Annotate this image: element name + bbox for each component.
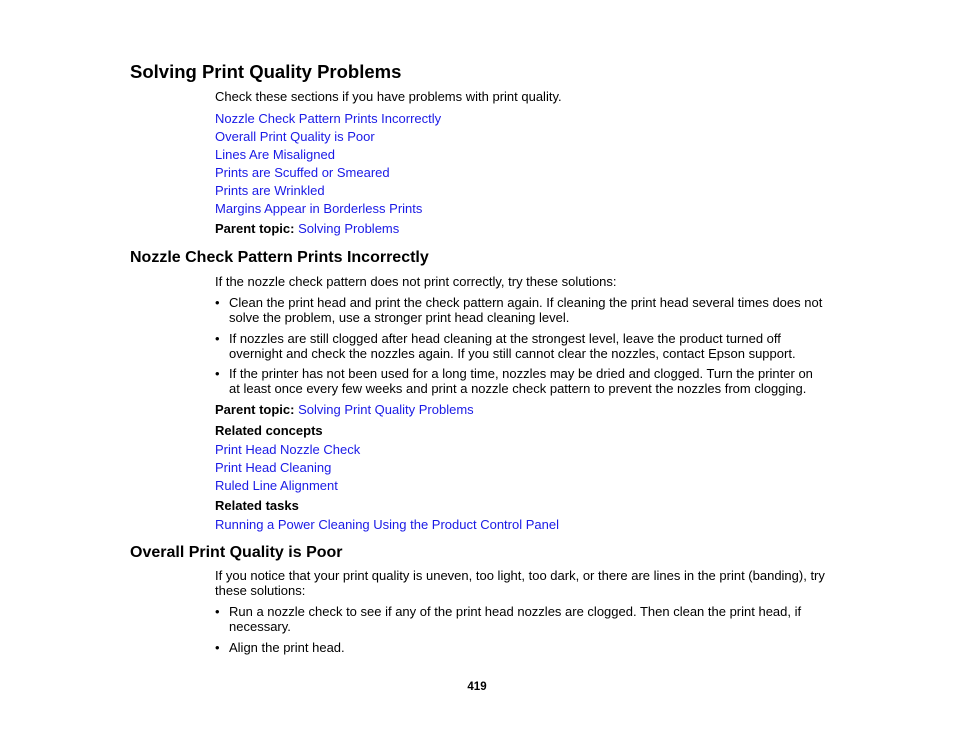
list-item bbox=[215, 604, 825, 634]
link-print-head-cleaning[interactable]: Print Head Cleaning bbox=[215, 460, 332, 475]
bullet-text: If nozzles are still clogged after head cleaning at the strongest level, leave the product turned off overnight and check the nozzles again. If you still cannot clear the nozzles, contact Epson support. bbox=[229, 331, 796, 361]
link-margins-borderless[interactable]: Margins Appear in Borderless Prints bbox=[215, 201, 423, 216]
section2-parent-topic bbox=[215, 402, 474, 417]
list-item bbox=[215, 366, 825, 396]
bullet-text: Clean the print head and print the check pattern again. If cleaning the print head several times does not solve the problem, use a stronger print head cleaning level. bbox=[229, 295, 823, 325]
link-prints-scuffed[interactable]: Prints are Scuffed or Smeared bbox=[215, 165, 390, 180]
link-nozzle-check-pattern[interactable]: Nozzle Check Pattern Prints Incorrectly bbox=[215, 111, 442, 126]
link-ruled-line-alignment[interactable]: Ruled Line Alignment bbox=[215, 478, 338, 493]
section-title-overall-quality: Overall Print Quality is Poor bbox=[130, 544, 343, 561]
section2-intro: If the nozzle check pattern does not print correctly, try these solutions: bbox=[215, 274, 617, 289]
section-title-nozzle-check: Nozzle Check Pattern Prints Incorrectly bbox=[130, 249, 429, 266]
related-tasks-list bbox=[215, 516, 825, 534]
section1-intro: Check these sections if you have problems with print quality. bbox=[215, 89, 562, 104]
bullet-mark: • bbox=[215, 331, 220, 346]
bullet-mark: • bbox=[215, 295, 220, 310]
parent-topic-link[interactable]: Solving Print Quality Problems bbox=[298, 402, 474, 417]
bullet-text: Align the print head. bbox=[229, 640, 345, 655]
link-prints-wrinkled[interactable]: Prints are Wrinkled bbox=[215, 183, 325, 198]
bullet-text: If the printer has not been used for a long time, nozzles may be dried and clogged. Turn the printer on at least once every few weeks and print a nozzle check pattern to prevent the nozzles from clogging. bbox=[229, 366, 813, 396]
link-power-cleaning[interactable]: Running a Power Cleaning Using the Product Control Panel bbox=[215, 517, 559, 532]
list-item bbox=[215, 331, 825, 361]
related-concepts-heading: Related concepts bbox=[215, 423, 323, 438]
parent-topic-label: Parent topic: bbox=[215, 221, 295, 236]
bullet-text: Run a nozzle check to see if any of the print head nozzles are clogged. Then clean the print head, if necessary. bbox=[229, 604, 802, 634]
bullet-mark: • bbox=[215, 366, 220, 381]
section-title-solving-print-quality: Solving Print Quality Problems bbox=[130, 61, 402, 82]
list-item bbox=[215, 295, 825, 325]
bullet-mark: • bbox=[215, 604, 220, 619]
section3-intro: If you notice that your print quality is uneven, too light, too dark, or there are lines in the print (banding), try these solutions: bbox=[215, 568, 825, 598]
related-concepts-list bbox=[215, 441, 825, 495]
related-tasks-heading: Related tasks bbox=[215, 498, 299, 513]
parent-topic-label: Parent topic: bbox=[215, 402, 295, 417]
link-overall-print-quality[interactable]: Overall Print Quality is Poor bbox=[215, 129, 375, 144]
list-item bbox=[215, 640, 825, 655]
section1-parent-topic bbox=[215, 221, 399, 236]
link-lines-misaligned[interactable]: Lines Are Misaligned bbox=[215, 147, 335, 162]
page-number: 419 bbox=[467, 681, 487, 693]
bullet-mark: • bbox=[215, 640, 220, 655]
parent-topic-link[interactable]: Solving Problems bbox=[298, 221, 400, 236]
link-print-head-nozzle-check[interactable]: Print Head Nozzle Check bbox=[215, 442, 361, 457]
section1-link-list bbox=[215, 110, 825, 218]
